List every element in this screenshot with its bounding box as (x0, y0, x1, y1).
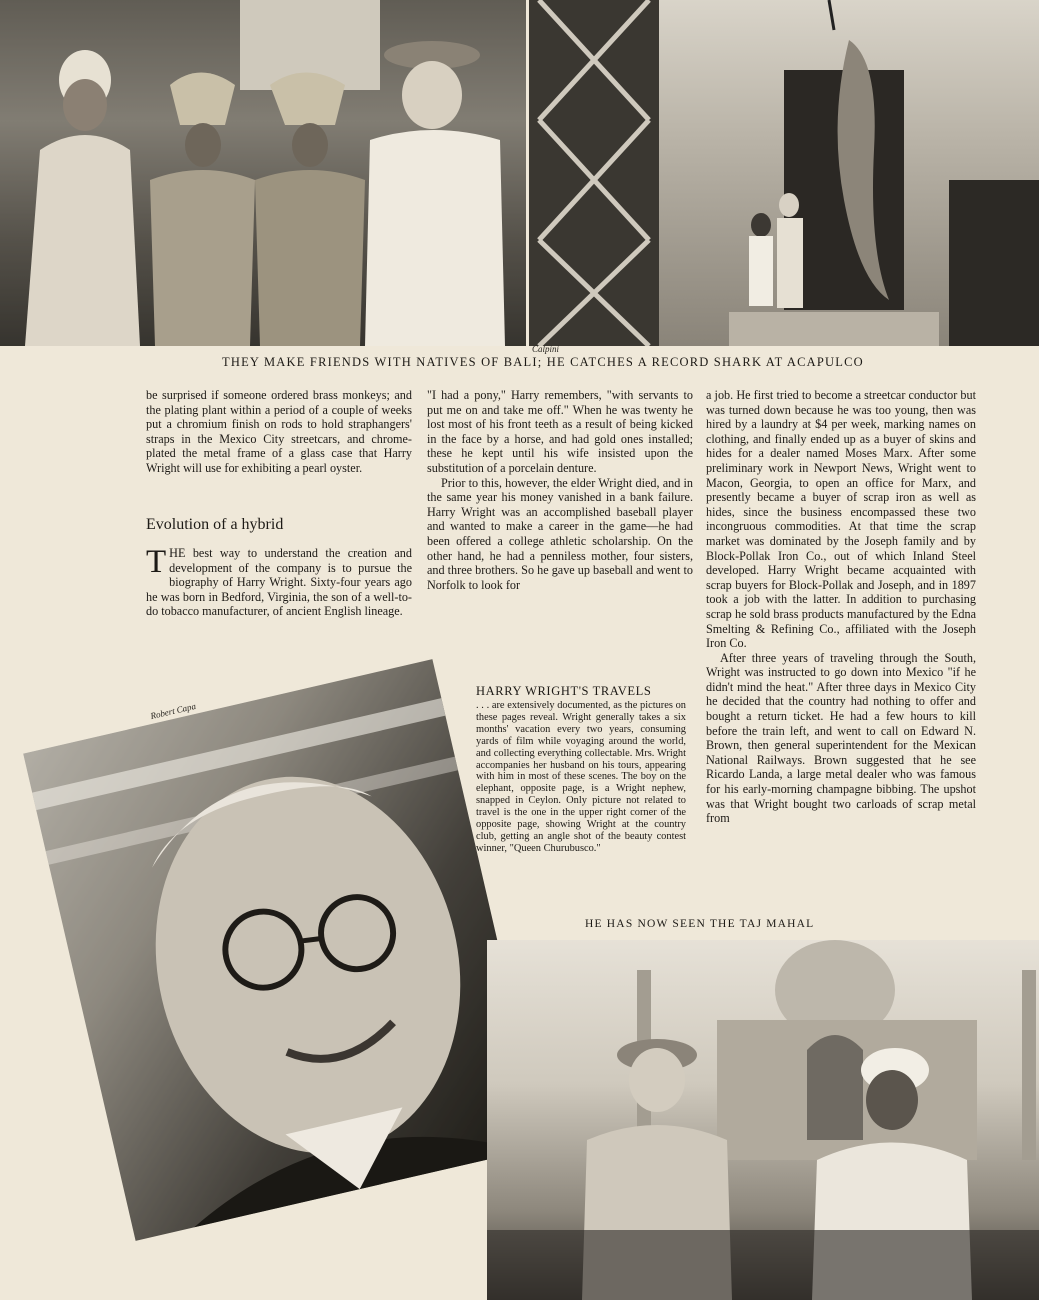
photo-shark (529, 0, 1039, 346)
sidebar-title: HARRY WRIGHT'S TRAVELS (476, 684, 652, 698)
portrait-illustration (23, 659, 545, 1241)
sidebar-text: . . . are extensively documented, as the pictures on these pages reveal. Wright generally takes a six months' vacation every two years, consuming yards of film while voyaging around the world, and collecting everything collectable. Mrs. Wright accompanies her husband on his tours, appearing with him in most of these scenes. The boy on the elephant, opposite page, is a Wright nephew, snapped in Ceylon. Only picture not related to travel is the one in the upper right corner of the opposite page, showing Wright at the country club, getting an angle shot of the beauty contest winner, "Queen Churubusco." (476, 700, 686, 854)
article-column-1b (146, 546, 412, 619)
article-column-3 (706, 388, 976, 826)
photo-credit-calpini: Calpini (532, 344, 560, 354)
article-column-1 (146, 388, 412, 476)
paragraph-text: HE best way to understand the creation and development of the company is to pursue the biography of Harry Wright. Sixty-four years ago he was born in Bedford, Virginia, the son of a well-to-do tobacco manufacturer, of ancient English lineage. (146, 546, 412, 619)
article-column-2 (427, 388, 693, 592)
caption-taj: HE HAS NOW SEEN THE TAJ MAHAL (585, 918, 815, 930)
paragraph: After three years of traveling through the South, Wright was instructed to go down into Mexico "if he didn't mind the heat." After three days in Mexico City he decided that the country had nothing to offer and bought a return ticket. He had a few hours to kill before the train left, and went to call on Edward N. Brown, then general superintendent for the Mexican National Railways. Brown suggested that he see Ricardo Landa, a large metal dealer who was famous for his early-morning champagne bibbing. The upshot was that Wright bought two carloads of scrap metal from (706, 650, 976, 826)
bali-illustration (0, 0, 526, 346)
paragraph: "I had a pony," Harry remembers, "with servants to put me on and take me off." When he was twenty he lost most of his front teeth as a result of being kicked in the face by a horse, and had gold ones installed; these he kept until his wife insisted upon the substitution of a porcelain denture. (427, 388, 693, 475)
paragraph: Prior to this, however, the elder Wright died, and in the same year his money vanished in a bank failure. Harry Wright was an accomplished baseball player and wanted to make a career in the game—he had been offered a college athletic scholarship. On the other hand, he had a penniless mother, four sisters, and three brothers. So he gave up baseball and went to Norfolk to look for (427, 475, 693, 592)
photo-portrait (23, 659, 545, 1241)
paragraph (146, 546, 412, 619)
taj-illustration (487, 940, 1039, 1300)
caption-top: THEY MAKE FRIENDS WITH NATIVES OF BALI; HE CATCHES A RECORD SHARK AT ACAPULCO (222, 355, 864, 369)
dropcap: T (146, 544, 167, 580)
photo-taj-mahal (487, 940, 1039, 1300)
subhead: Evolution of a hybrid (146, 516, 284, 533)
paragraph: a job. He first tried to become a streetcar conductor but was turned down because he was too young, then was hired by a laundry at $4 per week, marking names on clothing, and finally ended up as a buyer of skins and hides for a dealer named Moses Marx. After some preliminary work in Newport News, Wright went to Macon, Georgia, to open an office for Marx, and presently became a buyer of scrap iron as well as hides, since the business encompassed these two incongruous commodities. At that time the scrap market was dominated by the Joseph family and by Block-Pollak Iron Co., out of which Inland Steel developed. Harry Wright became acquainted with scrap buyers for Block-Pollak and Joseph, and in 1897 took a job with the latter. In addition to purchasing scrap he sold brass products manufactured by the Edna Smelting & Refining Co., affiliated with the Joseph Iron Co. (706, 388, 976, 651)
paragraph: be surprised if someone ordered brass monkeys; and the plating plant within a period of a couple of weeks put a chromium finish on rods to hold straphangers' straps in the Mexico City streetcars, and chrome-plated the metal frame of a glass case that Harry Wright will use for exhibiting a pearl oyster. (146, 388, 412, 475)
photo-credit-capa: Robert Capa (149, 700, 197, 722)
photo-bali (0, 0, 526, 346)
shark-illustration (529, 0, 1039, 346)
